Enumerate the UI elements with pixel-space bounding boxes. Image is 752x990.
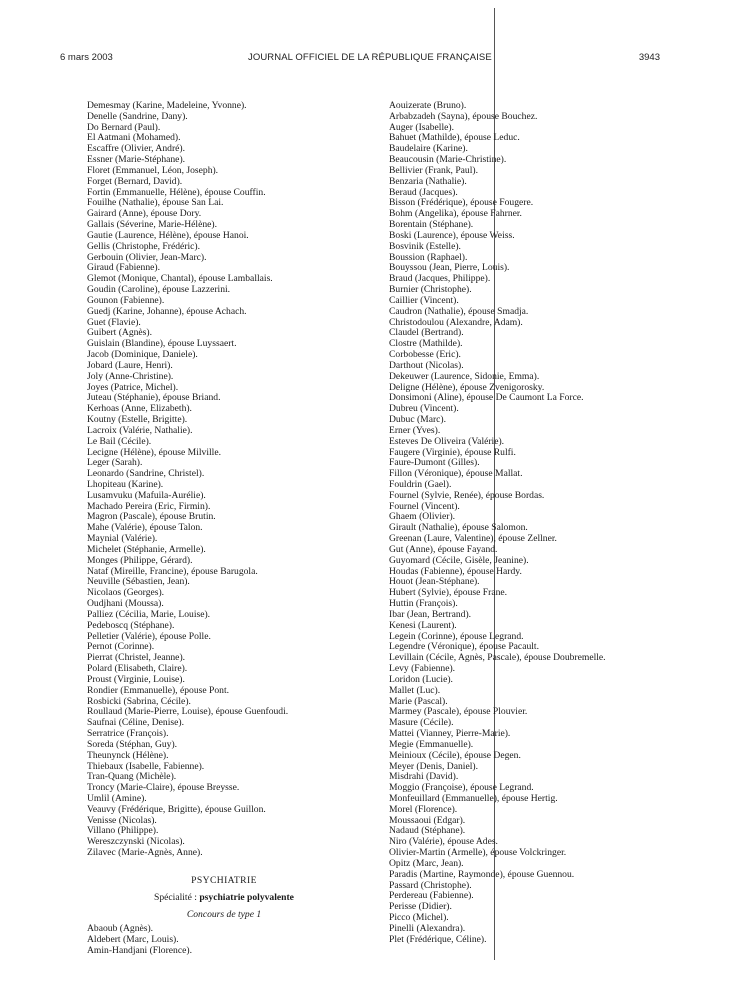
list-item: Donsimoni (Aline), épouse De Caumont La Force. <box>389 392 584 404</box>
list-item: Gounon (Fabienne). <box>87 294 165 306</box>
header-date: 6 mars 2003 <box>60 52 113 63</box>
list-item: Pinelli (Alexandra). <box>389 922 466 934</box>
list-item: Houot (Jean-Stéphane). <box>389 576 480 588</box>
list-item: Moggio (Françoise), épouse Legrand. <box>389 782 534 794</box>
list-item: Gerbouin (Olivier, Jean-Marc). <box>87 251 207 263</box>
list-item: Dubreu (Vincent). <box>389 403 459 415</box>
list-item: Aouizerate (Bruno). <box>389 100 467 111</box>
list-item: Houdas (Fabienne), épouse Hardy. <box>389 565 522 577</box>
list-item: Venisse (Nicolas). <box>87 814 157 826</box>
list-item: Passard (Christophe). <box>389 879 472 891</box>
list-item: Lhopiteau (Karine). <box>87 478 164 490</box>
list-item: Demesmay (Karine, Madeleine, Yvonne). <box>87 100 247 111</box>
list-item: Gellis (Christophe, Frédéric). <box>87 240 200 252</box>
list-item: Monfeuillard (Emmanuelle), épouse Hertig. <box>389 793 558 804</box>
list-item: Legendre (Véronique), épouse Pacault. <box>389 641 539 653</box>
list-item: Perdereau (Fabienne). <box>389 890 474 902</box>
list-item: Gut (Anne), épouse Fayand. <box>389 543 498 555</box>
list-item: Saufnai (Céline, Denise). <box>87 717 184 729</box>
list-item: Koutny (Estelle, Brigitte). <box>87 414 188 426</box>
list-item: Do Bernard (Paul). <box>87 121 161 133</box>
list-item: Paradis (Martine, Raymonde), épouse Guennou. <box>389 868 575 880</box>
list-item: Gallais (Séverine, Marie-Hélène). <box>87 219 217 231</box>
list-item: Legein (Corinne), épouse Legrand. <box>389 630 524 642</box>
list-item: Marie (Pascal). <box>389 695 448 707</box>
list-item: Lacroix (Valérie, Nathalie). <box>87 424 193 436</box>
list-item: Wereszczynski (Nicolas). <box>87 836 185 848</box>
list-item: Mattei (Vianney, Pierre-Marie). <box>389 728 511 740</box>
list-item: Masure (Cécile). <box>389 717 454 729</box>
list-item: El Aatmani (Mohamed). <box>87 132 181 144</box>
list-item: Hubert (Sylvie), épouse Frane. <box>389 587 508 599</box>
list-item: Jobard (Laure, Henri). <box>87 359 173 371</box>
list-item: Esteves De Oliveira (Valérie). <box>389 435 505 447</box>
list-item: Goudin (Caroline), épouse Lazzerini. <box>87 284 231 296</box>
list-item: Borentain (Stéphane). <box>389 219 474 231</box>
list-item: Joly (Anne-Christine). <box>87 370 174 382</box>
list-item: Bohm (Angelika), épouse Fahrner. <box>389 208 522 220</box>
list-item: Guet (Flavie). <box>87 316 141 328</box>
list-item: Ghaem (Olivier). <box>389 511 456 523</box>
list-item: Dekeuwer (Laurence, Sidonie, Emma). <box>389 370 540 382</box>
page-number: 3943 <box>638 52 660 63</box>
list-item: Lusamvuku (Mafuila-Aurélie). <box>87 489 206 501</box>
list-item: Polard (Elisabeth, Claire). <box>87 663 188 675</box>
list-item: Mallet (Luc). <box>389 684 441 696</box>
list-item: Caudron (Nathalie), épouse Smadja. <box>389 305 529 317</box>
list-item: Guislain (Blandine), épouse Luyssaert. <box>87 338 237 350</box>
list-item: Leonardo (Sandrine, Christel). <box>87 468 205 480</box>
list-item: Marmey (Pascale), épouse Plouvier. <box>389 706 528 718</box>
list-item: Bellivier (Frank, Paul). <box>389 164 478 176</box>
list-item: Glemot (Monique, Chantal), épouse Lamballais. <box>87 273 273 285</box>
list-item: Moussaoui (Edgar). <box>389 814 466 826</box>
concours-type: Concours de type 1 <box>186 909 262 920</box>
list-item: Veauvy (Frédérique, Brigitte), épouse Guillon. <box>87 803 266 815</box>
list-item: Aldebert (Marc, Louis). <box>87 933 179 945</box>
list-item: Machado Pereira (Eric, Firmin). <box>87 500 211 512</box>
list-item: Greenan (Laure, Valentine), épouse Zellner. <box>389 533 557 545</box>
list-item: Umlil (Amine). <box>87 793 147 804</box>
list-item: Picco (Michel). <box>389 912 449 924</box>
list-item: Niro (Valérie), épouse Ades. <box>389 836 498 848</box>
list-item: Christodoulou (Alexandre, Adam). <box>389 316 523 328</box>
list-item: Opitz (Marc, Jean). <box>389 857 464 869</box>
list-item: Rosbicki (Sabrina, Cécile). <box>87 695 191 707</box>
list-item: Olivier-Martin (Armelle), épouse Volckringer. <box>389 847 567 859</box>
list-item: Boussion (Raphael). <box>389 251 468 263</box>
list-item: Morel (Florence). <box>389 803 458 815</box>
list-item: Burnier (Christophe). <box>389 284 472 296</box>
list-item: Pierrat (Christel, Jeanne). <box>87 652 186 664</box>
list-item: Claudel (Bertrand). <box>389 327 464 339</box>
list-item: Neuville (Sébastien, Jean). <box>87 576 190 588</box>
list-item: Fouldrin (Gael). <box>389 478 452 490</box>
list-item: Serratrice (François). <box>87 728 169 740</box>
list-item: Soreda (Stéphan, Guy). <box>87 738 178 750</box>
list-item: Arbabzadeh (Sayna), épouse Bouchez. <box>389 110 538 122</box>
list-item: Dubuc (Marc). <box>389 414 447 426</box>
list-item: Floret (Emmanuel, Léon, Joseph). <box>87 164 219 176</box>
list-item: Fournel (Vincent). <box>389 500 460 512</box>
list-item: Nicolaos (Georges). <box>87 587 165 599</box>
list-item: Mahe (Valérie), épouse Talon. <box>87 522 203 534</box>
list-item: Bouyssou (Jean, Pierre, Louis). <box>389 262 510 274</box>
list-item: Amin-Handjani (Florence). <box>87 944 192 956</box>
section-title: PSYCHIATRIE <box>191 875 257 886</box>
speciality-name: psychiatrie polyvalente <box>199 892 294 903</box>
list-item: Levillain (Cécile, Agnès, Pascale), épouse Doubremelle. <box>389 652 606 664</box>
list-item: Pelletier (Valérie), épouse Polle. <box>87 630 211 642</box>
list-item: Escaffre (Olivier, André). <box>87 143 185 155</box>
list-item: Huttin (François). <box>389 598 458 610</box>
list-item: Theunynck (Hélène). <box>87 749 169 761</box>
page-header <box>0 52 752 66</box>
list-item: Nataf (Mireille, Francine), épouse Barugola. <box>87 565 258 577</box>
list-item: Erner (Yves). <box>389 424 441 436</box>
list-item: Magron (Pascale), épouse Brutin. <box>87 511 216 523</box>
left-name-list-after-section <box>87 924 192 956</box>
list-item: Rondier (Emmanuelle), épouse Pont. <box>87 684 230 696</box>
list-item: Bahuet (Mathilde), épouse Leduc. <box>389 132 520 144</box>
list-item: Leger (Sarah). <box>87 457 143 469</box>
list-item: Corbobesse (Eric). <box>389 349 461 361</box>
list-item: Tran-Quang (Michèle). <box>87 771 177 783</box>
list-item: Guyomard (Cécile, Gisèle, Jeanine). <box>389 554 529 566</box>
list-item: Braud (Jacques, Philippe). <box>389 273 491 285</box>
list-item: Oudjhani (Moussa). <box>87 598 164 610</box>
list-item: Jacob (Dominique, Daniele). <box>87 349 198 361</box>
list-item: Forget (Bernard, David). <box>87 175 183 187</box>
list-item: Essner (Marie-Stéphane). <box>87 154 186 166</box>
list-item: Meinioux (Cécile), épouse Degen. <box>389 749 521 761</box>
list-item: Nadaud (Stéphane). <box>389 825 466 837</box>
speciality-prefix: Spécialité : <box>154 892 197 903</box>
list-item: Auger (Isabelle). <box>389 121 454 133</box>
list-item: Megie (Emmanuelle). <box>389 738 474 750</box>
list-item: Faure-Dumont (Gilles). <box>389 457 480 469</box>
list-item: Troncy (Marie-Claire), épouse Breysse. <box>87 782 240 794</box>
left-name-list <box>87 101 288 859</box>
list-item: Villano (Philippe). <box>87 825 159 837</box>
list-item: Proust (Virginie, Louise). <box>87 673 185 685</box>
list-item: Fillon (Véronique), épouse Mallat. <box>389 468 523 480</box>
list-item: Misdrahi (David). <box>389 771 459 783</box>
list-item: Abaoub (Agnès). <box>87 923 154 934</box>
list-item: Zilavec (Marie-Agnès, Anne). <box>87 847 203 859</box>
list-item: Fournel (Sylvie, Renée), épouse Bordas. <box>389 489 545 501</box>
list-item: Lecigne (Hélène), épouse Milville. <box>87 446 221 458</box>
list-item: Fouilhe (Nathalie), épouse San Lai. <box>87 197 224 209</box>
list-item: Deligne (Hélène), épouse Zvenigorosky. <box>389 381 545 393</box>
list-item: Guedj (Karine, Johanne), épouse Achach. <box>87 305 247 317</box>
list-item: Roullaud (Marie-Pierre, Louise), épouse Guenfoudi. <box>87 706 289 718</box>
list-item: Gautie (Laurence, Hélène), épouse Hanoi. <box>87 229 249 241</box>
list-item: Maynial (Valérie). <box>87 533 158 545</box>
list-item: Fortin (Emmanuelle, Hélène), épouse Couffin. <box>87 186 266 198</box>
list-item: Levy (Fabienne). <box>389 663 456 675</box>
list-item: Palliez (Cécilia, Marie, Louise). <box>87 608 211 620</box>
list-item: Kerhoas (Anne, Elizabeth). <box>87 403 192 415</box>
list-item: Caillier (Vincent). <box>389 294 459 306</box>
list-item: Darthout (Nicolas). <box>389 359 464 371</box>
list-item: Thiebaux (Isabelle, Fabienne). <box>87 760 205 772</box>
list-item: Clostre (Mathilde). <box>389 338 463 350</box>
list-item: Girault (Nathalie), épouse Salomon. <box>389 522 528 534</box>
list-item: Gairard (Anne), épouse Dory. <box>87 208 202 220</box>
list-item: Le Bail (Cécile). <box>87 435 152 447</box>
list-item: Joyes (Patrice, Michel). <box>87 381 179 393</box>
speciality-line <box>100 892 348 903</box>
list-item: Giraud (Fabienne). <box>87 262 160 274</box>
list-item: Baudelaire (Karine). <box>389 143 468 155</box>
list-item: Denelle (Sandrine, Dany). <box>87 110 188 122</box>
list-item: Plet (Frédérique, Céline). <box>389 933 487 945</box>
right-name-list <box>389 101 606 946</box>
list-item: Michelet (Stéphanie, Armelle). <box>87 543 206 555</box>
list-item: Pernot (Corinne). <box>87 641 155 653</box>
list-item: Bosvinik (Estelle). <box>389 240 461 252</box>
list-item: Loridon (Lucie). <box>389 673 453 685</box>
list-item: Perisse (Didier). <box>389 901 452 913</box>
journal-title: JOURNAL OFFICIEL DE LA RÉPUBLIQUE FRANÇAISE <box>248 52 492 63</box>
list-item: Benzaria (Nathalie). <box>389 175 467 187</box>
list-item: Kenesi (Laurent). <box>389 619 457 631</box>
list-item: Monges (Philippe, Gérard). <box>87 554 193 566</box>
list-item: Juteau (Stéphanie), épouse Briand. <box>87 392 221 404</box>
list-item: Bisson (Frédérique), épouse Fougere. <box>389 197 534 209</box>
list-item: Pedeboscq (Stéphane). <box>87 619 175 631</box>
list-item: Beraud (Jacques). <box>389 186 458 198</box>
list-item: Faugere (Virginie), épouse Rulfi. <box>389 446 516 458</box>
list-item: Guibert (Agnès). <box>87 327 153 339</box>
list-item: Ibar (Jean, Bertrand). <box>389 608 472 620</box>
list-item: Boski (Laurence), épouse Weiss. <box>389 229 515 241</box>
list-item: Beaucousin (Marie-Christine). <box>389 154 507 166</box>
list-item: Meyer (Denis, Daniel). <box>389 760 478 772</box>
